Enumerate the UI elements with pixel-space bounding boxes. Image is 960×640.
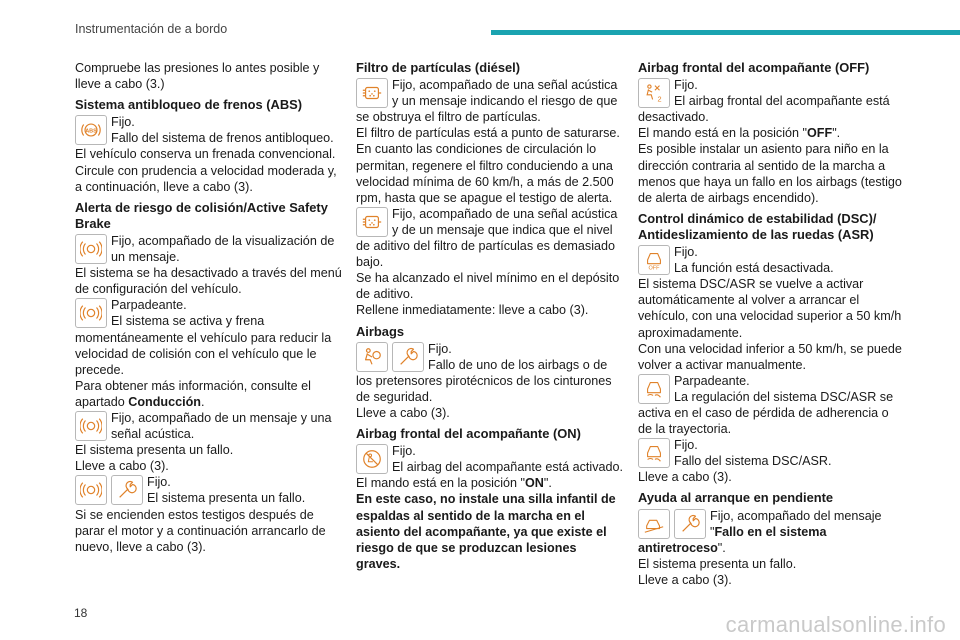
passenger-airbag-off-icon [638,78,670,108]
entry-text: Fijo, acompañado del mensaje "Fallo en el sistema antiretroceso". [638,508,882,555]
warning-entry [638,508,906,556]
paragraph: Lleve a cabo (3). [75,459,169,474]
warning-entry [75,410,343,442]
warning-paragraph: En este caso, no instale una silla infantil de espaldas al sentido de la marcha en el asiento del acompañante, ya que existe el riesgo de que se produzcan lesiones graves. [356,492,616,571]
entry-text: Fijo, acompañado de una señal acústica y de un mensaje que indica que el nivel de aditivo del filtro de partículas es demasiado bajo. [356,206,618,270]
paragraph: Es posible instalar un asiento para niño en la dirección contraria al sentido de la marcha a menos que haya un fallo en los airbags (testigo de alerta de airbags encendido). [638,142,902,205]
paragraph: Circule con prudencia a velocidad moderada y, a continuación, lleve a cabo (3). [75,163,337,194]
entry-text: Fijo, acompañado de la visualización de un mensaje. [111,233,335,265]
particle-filter-icon [356,78,388,108]
entry-text: Fijo, acompañado de un mensaje y una señal acústica. [111,410,332,442]
paragraph: Rellene inmediatamente: lleve a cabo (3). [356,303,589,318]
paragraph: El mando está en la posición "OFF". [638,126,841,141]
paragraph: El mando está en la posición "ON". [356,476,552,491]
abs-icon-label: ABS [85,128,97,135]
paragraph: Lleve a cabo (3). [638,572,732,587]
collision-alert-icon [75,298,107,328]
paragraph: El sistema presenta un fallo. [75,443,234,458]
entry-text: Parpadeante. El sistema se activa y frena momentáneamente el vehículo para reducir la velocidad de colisión con el vehículo que le precede. [75,298,332,377]
dsc-off-icon [638,245,670,275]
section-title-collision: Alerta de riesgo de colisión/Active Safety Brake [75,199,328,231]
dsc-icon [638,438,670,468]
entry-text: Fijo. Fallo del sistema de frenos antibloqueo. [111,115,334,146]
wrench-icon [392,342,424,372]
intro-text: Compruebe las presiones lo antes posible y lleve a cabo (3.) [75,61,320,92]
entry-text: Fijo. El sistema presenta un fallo. [147,475,306,506]
warning-entry [638,437,906,469]
warning-entry [356,443,624,475]
wrench-icon [674,509,706,539]
watermark: carmanualsonline.info [725,612,946,637]
entry-text: Fijo. Fallo del sistema DSC/ASR. [674,438,832,469]
icon-number-label: 2 [657,94,662,104]
section-title-abs: Sistema antibloqueo de frenos (ABS) [75,97,303,113]
warning-entry [356,341,624,405]
particle-filter-icon [356,207,388,237]
collision-alert-icon [75,234,107,264]
entry-text: Fijo. Fallo de uno de los airbags o de los pretensores pirotécnicos de los cinturones de seguridad. [356,341,612,404]
header-title: Instrumentación de a bordo [75,22,228,36]
section-title-dsc: Control dinámico de estabilidad (DSC)/ Antideslizamiento de las ruedas (ASR) [638,210,877,242]
entry-text: Fijo. La función está desactivada. [674,245,834,276]
paragraph: El vehículo conserva un frenada convencional. [75,147,336,162]
section-title-airbag-on: Airbag frontal del acompañante (ON) [356,426,581,442]
paragraph: Lleve a cabo (3). [356,405,450,420]
column-3 [638,60,906,588]
paragraph: El sistema se ha desactivado a través del menú de configuración del vehículo. [75,266,342,297]
paragraph: Lleve a cabo (3). [638,470,732,485]
paragraph: El sistema DSC/ASR se vuelve a activar automáticamente al volver a arrancar el vehículo, con una velocidad superior a 50 km/h aproximadamente. [638,277,902,340]
wrench-icon [111,475,143,505]
paragraph: En cuanto las condiciones de circulación lo permitan, regenere el filtro conduciendo a una velocidad mínima de 60 km/h, a más de 2.500 rpm, hasta que se apague el testigo de alerta. [356,142,614,205]
abs-warning-icon [75,115,107,145]
collision-alert-icon [75,411,107,441]
dsc-icon [638,374,670,404]
column-1 [75,60,343,555]
warning-entry [638,244,906,276]
collision-alert-icon [75,475,107,505]
warning-entry [638,77,906,125]
warning-entry [75,233,343,265]
entry-text: Parpadeante. La regulación del sistema DSC/ASR se activa en el caso de pérdida de adherencia o de la trayectoria. [638,373,894,437]
warning-entry [356,206,624,270]
section-title-airbag-off: Airbag frontal del acompañante (OFF) [638,60,870,75]
airbag-icon [356,342,388,372]
section-title-hill-assist: Ayuda al arranque en pendiente [638,490,834,506]
warning-entry [75,297,343,377]
hill-start-assist-icon [638,509,670,539]
passenger-airbag-on-icon [356,444,388,474]
warning-entry [638,373,906,437]
paragraph: Para obtener más información, consulte el apartado Conducción. [75,378,311,409]
entry-text: Fijo. El airbag del acompañante está activado. [392,444,624,475]
section-title-airbags: Airbags [356,323,404,339]
paragraph: Si se encienden estos testigos después de parar el motor y a continuación arrancarlo de nuevo, lleve a cabo (3). [75,507,326,554]
paragraph: Con una velocidad inferior a 50 km/h, se puede volver a activar manualmente. [638,341,902,372]
page-number: 18 [74,606,88,620]
entry-text: Fijo. El airbag frontal del acompañante está desactivado. [638,78,890,125]
warning-entry [75,474,343,506]
paragraph: Se ha alcanzado el nivel mínimo en el depósito de aditivo. [356,271,620,302]
paragraph: El sistema presenta un fallo. [638,556,797,571]
entry-text: Fijo, acompañado de una señal acústica y un mensaje indicando el riesgo de que se obstruya el filtro de partículas. [356,78,618,125]
warning-entry [356,77,624,125]
off-icon-label: OFF [648,265,660,272]
warning-entry [75,114,343,146]
header-accent-bar [491,30,960,35]
column-2 [356,60,624,572]
section-title-dpf: Filtro de partículas (diésel) [356,60,521,75]
paragraph: El filtro de partículas está a punto de saturarse. [356,126,620,141]
